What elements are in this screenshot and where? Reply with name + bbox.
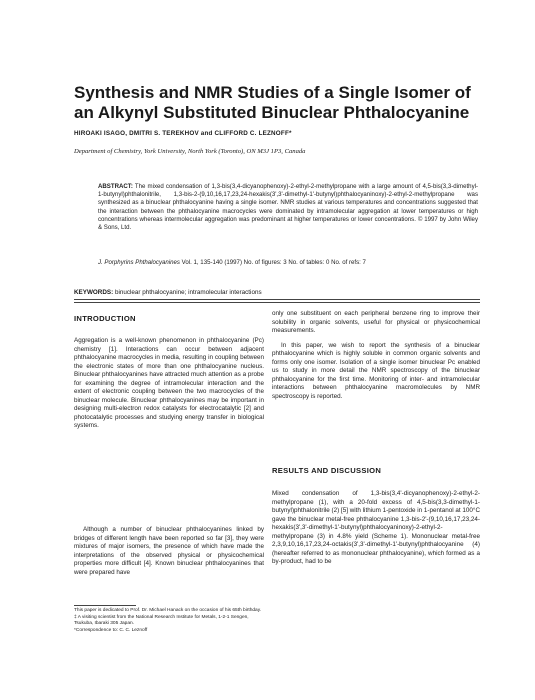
article-title: Synthesis and NMR Studies of a Single Isomer of an Alkynyl Substituted Binuclear Phthalocyanine [74,83,471,122]
introduction-column-continued [74,526,264,583]
section-divider [74,302,480,303]
abstract-label: ABSTRACT: [98,183,133,190]
introduction-column [74,337,264,437]
section-divider [74,299,480,300]
footnote: This paper is dedicated to Prof. Dr. Michael Hanack on the occasion of his 65th birthday. [74,608,262,613]
keywords-label: KEYWORDS: [74,289,114,296]
author-affiliation: Department of Chemistry, York University, North York (Toronto), ON M3J 1P3, Canada [74,148,306,155]
results-column [272,490,480,573]
abstract [98,183,478,232]
abstract-text: The mixed condensation of 1,3-bis(3,4-dicyanophenoxy)-2-ethyl-2-methylpropane with a large amount of 4,5-bis(3,3-dimethyl-1-butynyl)phthalonitrile, 1,3-bis-2-(9,10,16,17,23,24-hexakis(3',3'-dimethyl-1'-butynyl)phthalocyaninoxy)-2-ethyl-2-methylpropane was synthesized as a binuclear phthalocyanine having a single isomer. NMR studies at various temperatures and concentrations suggested that the interaction between the phthalocyanine macrocycles were dominated by intramolecular aggregation at lower temperatures or high concentrations whereas intermolecular aggregation was predominant at higher temperatures or lower concentrations. © 1997 by John Wiley & Sons, Ltd. [98,183,478,232]
results-heading: RESULTS AND DISCUSSION [272,466,382,475]
introduction-heading: INTRODUCTION [74,314,136,323]
footnote: ‡ A visiting scientist from the National Research Institute for Metals, 1-2-1 Sengen, Tsukuba, Ibaraki 305 Japan. [74,614,249,626]
body-paragraph: Mixed condensation of 1,3-bis(3,4'-dicyanophenoxy)-2-ethyl-2-methylpropane (1), with a 20-fold excess of 4,5-bis(3,3-dimethyl-1-butynyl)phthalonitrile (2) [5] with lithium 1-pentoxide in 1-pentanol at 100°C gave the binuclear metal-free phthalocyanine 1,3-bis-2'-(9,10,16,17,23,24-hexakis(3',3'-dimethyl-1'-butynyl)phthalocyaninoxy)-2-ethyl-2-methylpropane (3) in 4.8% yield (Scheme 1). Mononuclear metal-free 2,3,9,10,16,17,23,24-octakis(3',3'-dimethyl-1'-butynyl)phthalocyanine (4) (hereafter referred to as mononuclear phthalocyanine), which formed as a by-product, had to be [272,490,480,565]
body-paragraph: In this paper, we wish to report the synthesis of a binuclear phthalocyanine which is highly soluble in common organic solvents and forms only one isomer. Isolation of a single isomer binuclear Pc enabled us to study in more detail the NMR spectroscopy of the binuclear phthalocyanine for the first time. Monitoring of inter- and intramolecular interactions between phthalocyanine macromolecules by NMR spectroscopy is reported. [272,341,480,400]
right-column-upper [272,310,480,407]
footnotes [74,608,264,634]
footnote-divider [74,605,136,606]
body-paragraph: Aggregation is a well-known phenomenon in phthalocyanine (Pc) chemistry [1]. Interactions can occur between adjacent phthalocyanine macrocycles in media, resulting in coupling between the electronic states of more than one phthalocyanine nucleus. Binuclear phthalocyanines have attracted much attention as a probe for examining the degree of intramolecular interaction and the extent of electronic coupling between the two macrocycles of the binuclear molecule. Binuclear phthalocyanines may be important in designing multi-electron redox catalysts for electrocatalytic [2] and photocatalytic processes and studying energy transfer in biological systems. [74,337,264,429]
journal-name: J. Porphyrins Phthalocyanines [98,259,180,266]
citation-line [98,259,478,267]
body-paragraph: only one substituent on each peripheral benzene ring to improve their solubility in organic solvents, useful for physical or physicochemical measurements. [272,310,480,334]
keywords-text: binuclear phthalocyanine; intramolecular interactions [114,289,262,296]
footnote: *Correspondence to: C. C. Leznoff [74,627,148,633]
citation-details: Vol. 1, 135-140 (1997) No. of figures: 3 No. of tables: 0 No. of refs: 7 [179,259,366,266]
body-paragraph: Although a number of binuclear phthalocyanines linked by bridges of different length have been reported so far [3], they were mixtures of major isomers, the presence of which have made the interpretations of the observed physical or physicochemical properties more difficult [4]. Known binuclear phthalocyanines that were prepared have [74,526,264,576]
keywords-line [74,289,474,296]
author-list: HIROAKI ISAGO, DMITRI S. TEREKHOV and CLIFFORD C. LEZNOFF* [74,130,292,137]
